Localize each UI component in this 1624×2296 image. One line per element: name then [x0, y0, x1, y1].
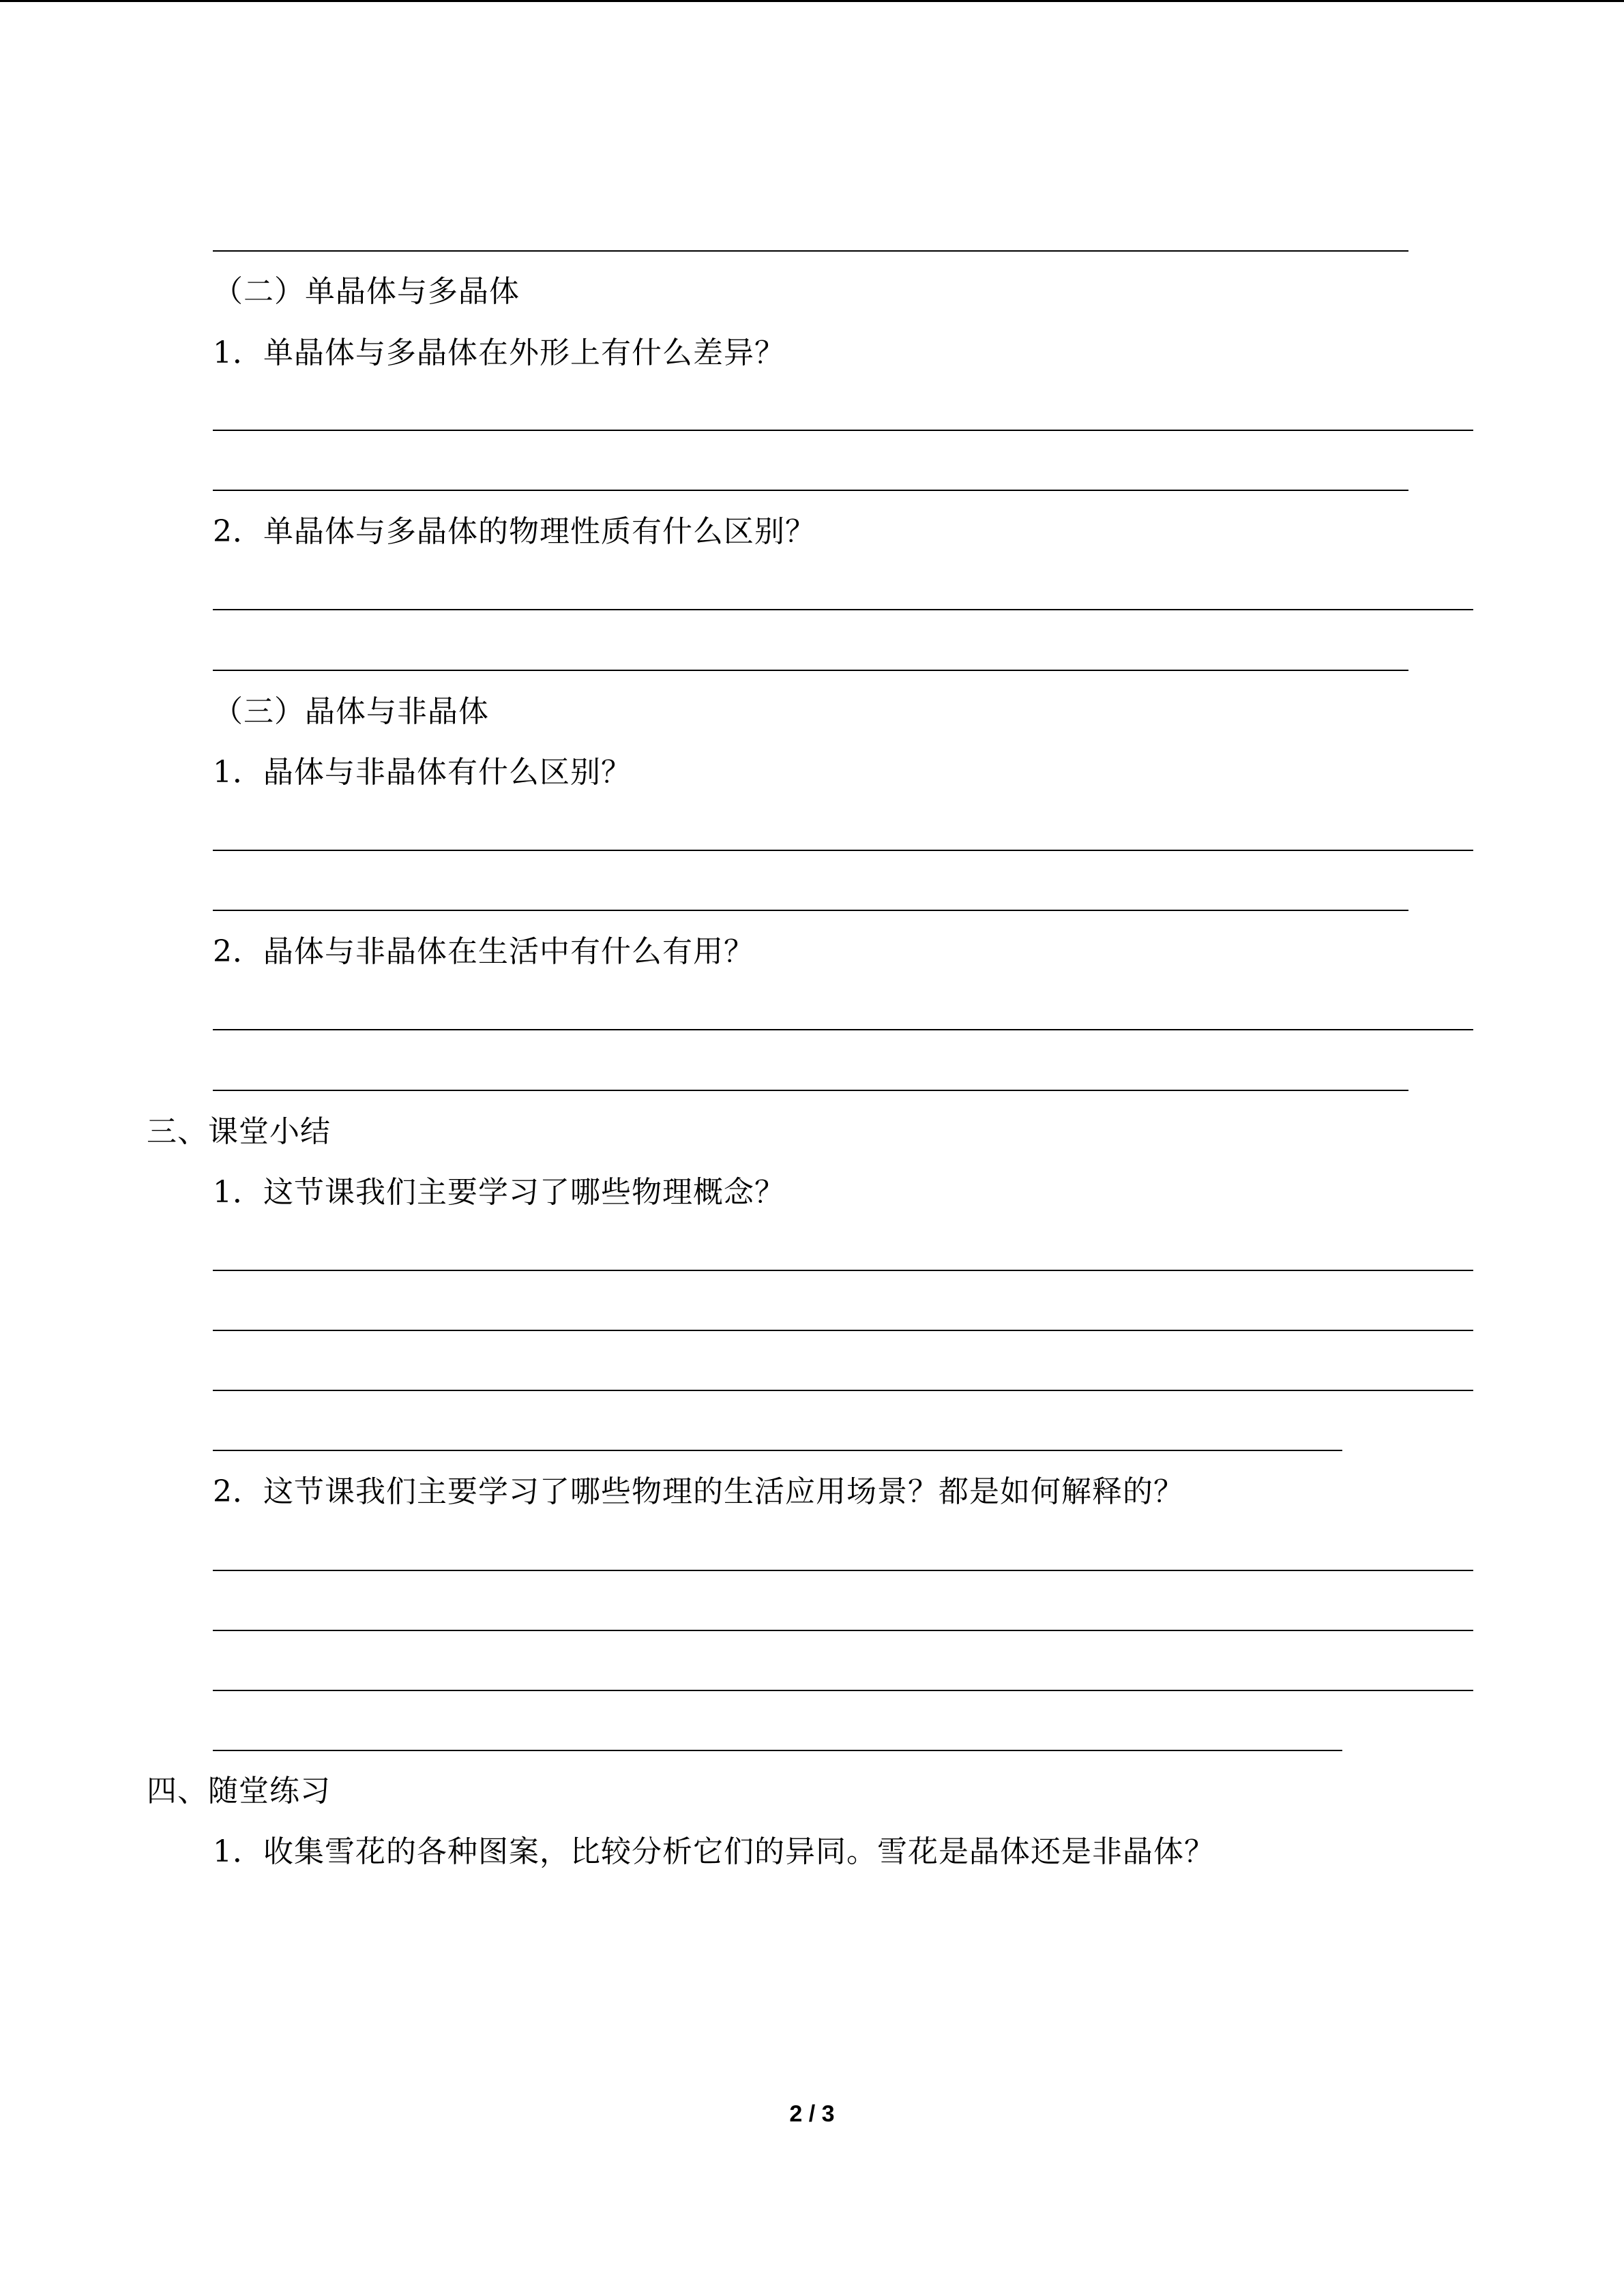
question-shape-difference: 1．单晶体与多晶体在外形上有什么差异？	[213, 336, 785, 370]
answer-line	[213, 1330, 1473, 1331]
answer-line	[213, 1750, 1342, 1751]
question-concepts-learned: 1．这节课我们主要学习了哪些物理概念？	[213, 1175, 785, 1210]
question-physical-properties: 2．单晶体与多晶体的物理性质有什么区别？	[213, 514, 816, 549]
question-crystal-difference: 1．晶体与非晶体有什么区别？	[213, 755, 632, 790]
page-top-border	[0, 0, 1624, 2]
page-number: 2 / 3	[789, 2101, 835, 2127]
question-snowflake-patterns: 1．收集雪花的各种图案，比较分析它们的异同。雪花是晶体还是非晶体？	[213, 1834, 1215, 1869]
answer-line	[213, 670, 1408, 671]
answer-line	[213, 1570, 1473, 1571]
question-everyday-uses: 2．晶体与非晶体在生活中有什么有用？	[213, 934, 754, 969]
answer-line	[213, 430, 1473, 431]
answer-line	[213, 1450, 1342, 1451]
answer-line	[213, 1090, 1408, 1091]
subsection-heading-single-poly-crystal: （二）单晶体与多晶体	[213, 274, 520, 309]
answer-line	[213, 850, 1473, 851]
answer-line	[213, 1630, 1473, 1631]
subsection-heading-crystal-amorphous: （三）晶体与非晶体	[213, 694, 489, 729]
answer-line	[213, 490, 1408, 491]
answer-line	[213, 1690, 1473, 1691]
section-heading-practice: 四、随堂练习	[147, 1774, 331, 1808]
answer-line	[213, 1029, 1473, 1030]
section-heading-summary: 三、课堂小结	[147, 1114, 331, 1149]
answer-line	[213, 1270, 1473, 1271]
answer-line	[213, 609, 1473, 610]
answer-line	[213, 250, 1408, 252]
answer-line	[213, 1390, 1473, 1391]
answer-line	[213, 910, 1408, 911]
question-application-scenarios: 2．这节课我们主要学习了哪些物理的生活应用场景？都是如何解释的？	[213, 1474, 1184, 1509]
